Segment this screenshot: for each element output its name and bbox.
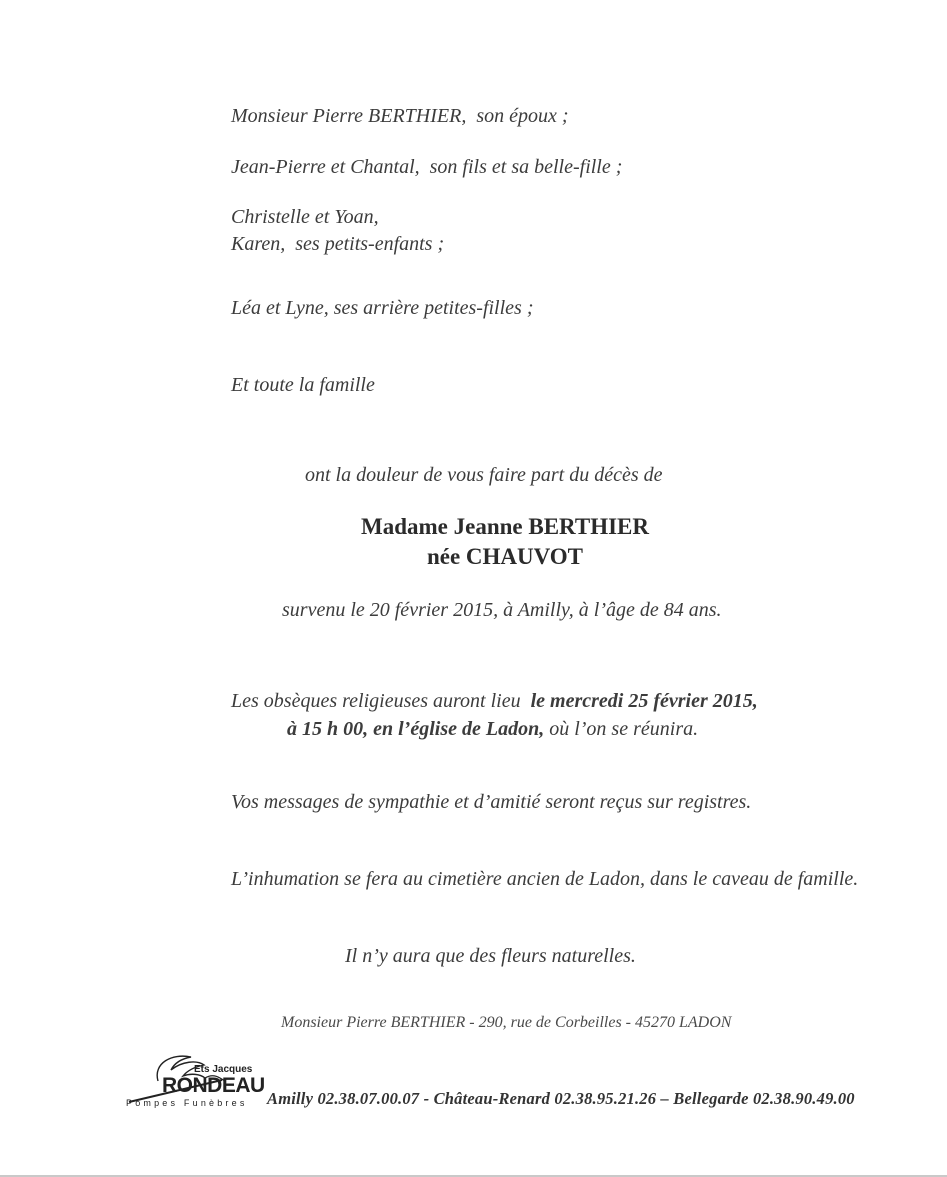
ceremony-line-1 [231, 688, 758, 714]
funeral-home-phones-line: Amilly 02.38.07.00.07 - Château-Renard 02.38.95.21.26 – Bellegarde 02.38.90.49.00 [267, 1089, 855, 1108]
deceased-name: Madame Jeanne BERTHIER [361, 514, 649, 539]
contact-address-line: Monsieur Pierre BERTHIER - 290, rue de Corbeilles - 45270 LADON [281, 1014, 732, 1031]
relative-line-grandchildren-2: Karen, ses petits-enfants ; [231, 233, 445, 255]
deceased-name-block [132, 512, 878, 572]
logo-name-text: RONDEAU [162, 1074, 265, 1097]
deceased-maiden-name: née CHAUVOT [426, 544, 584, 569]
relative-line-son: Jean-Pierre et Chantal, son fils et sa belle-fille ; [231, 156, 623, 178]
intro-line: ont la douleur de vous faire part du décès de [305, 464, 663, 486]
ceremony-line-2-bold: à 15 h 00, en l’église de Ladon, [287, 718, 545, 740]
ceremony-line-2-regular: où l’on se réunira. [544, 718, 699, 740]
relative-line-grandchildren-1: Christelle et Yoan, [231, 206, 379, 228]
ceremony-line-1-regular: Les obsèques religieuses auront lieu [231, 690, 531, 712]
death-details-line: survenu le 20 février 2015, à Amilly, à l’âge de 84 ans. [282, 599, 722, 621]
ceremony-line-2 [287, 716, 698, 742]
messages-line: Vos messages de sympathie et d’amitié seront reçus sur registres. [231, 791, 752, 813]
ceremony-line-1-bold: le mercredi 25 février 2015, [530, 690, 758, 712]
relative-line-family: Et toute la famille [231, 374, 375, 396]
inhumation-line: L’inhumation se fera au cimetière ancien de Ladon, dans le caveau de famille. [231, 868, 859, 890]
dove-logo-icon [124, 1050, 276, 1110]
relative-line-great-granddaughters: Léa et Lyne, ses arrière petites-filles ; [231, 297, 534, 319]
flowers-line: Il n’y aura que des fleurs naturelles. [345, 945, 636, 967]
logo-prefix-text: Ets Jacques [194, 1064, 253, 1075]
relative-line-spouse: Monsieur Pierre BERTHIER, son époux ; [231, 105, 569, 127]
funeral-home-logo [124, 1050, 276, 1110]
logo-subtitle-text: Pompes Funèbres [126, 1098, 248, 1108]
